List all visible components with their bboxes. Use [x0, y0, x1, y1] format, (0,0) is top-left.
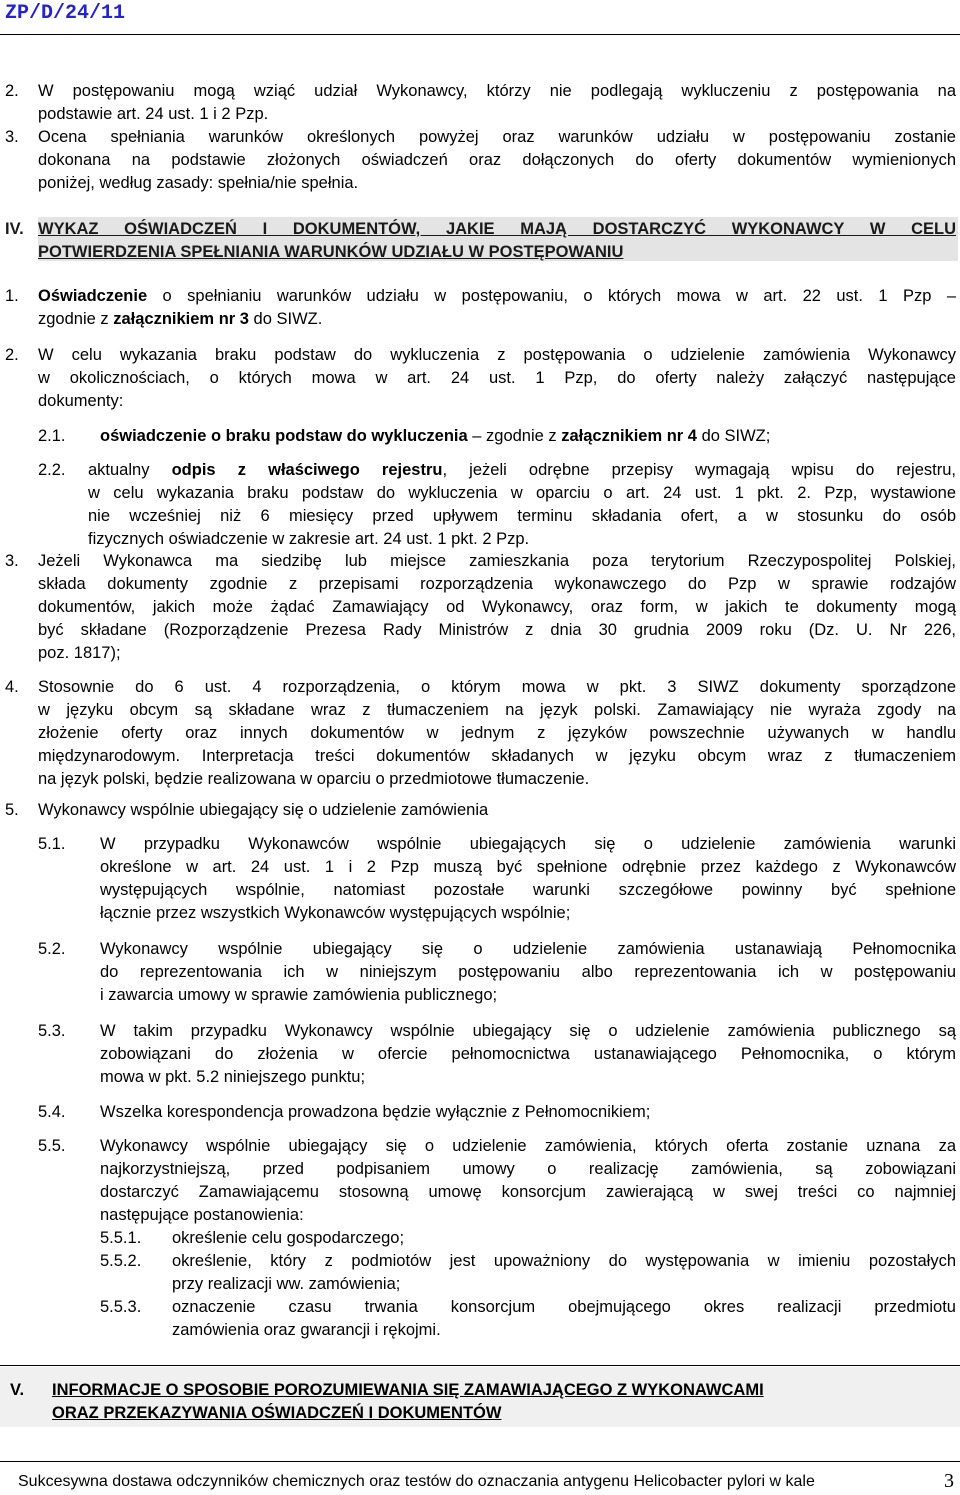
item-number: 2.1. [38, 427, 66, 445]
text-line: nie wcześniej niż 6 miesięcy przed upływem terminu składania ofert, a w stosunku do osób [88, 507, 956, 525]
text-line: w okolicznościach, o których mowa w art. 24 ust. 1 Pzp, do oferty należy załączyć następujące [38, 369, 956, 387]
text-line: fizycznych oświadczenie w zakresie art. 24 ust. 1 pkt. 2 Pzp. [88, 530, 530, 548]
paragraph-5-5-1: określenie celu gospodarczego; [172, 1229, 405, 1247]
paragraph-5-5 [100, 1135, 956, 1227]
text-line: być składane (Rozporządzenie Prezesa Rady Ministrów z dnia 30 grudnia 2009 roku (Dz. U. Nr 226, [38, 621, 956, 639]
item-number: 5.3. [38, 1022, 66, 1040]
text-line: w celu wykazania braku podstaw do wykluczenia w oparciu o art. 24 ust. 1 pkt. 2. Pzp, wystawione [88, 484, 956, 502]
section-number: V. [10, 1381, 25, 1399]
paragraph-2 [38, 80, 956, 126]
text-line: oznaczenie czasu trwania konsorcjum obejmującego okres realizacji przedmiotu [172, 1298, 956, 1316]
text-line [88, 459, 956, 482]
paragraph-5-4: Wszelka korespondencja prowadzona będzie wyłącznie z Pełnomocnikiem; [100, 1103, 651, 1121]
footer-divider [0, 1461, 960, 1462]
item-number: 5.5.1. [100, 1229, 142, 1247]
text-line: składa dokumenty zgodnie z przepisami rozporządzenia wykonawczego do Pzp w sprawie rodzajów [38, 575, 956, 593]
text-line: podstawie art. 24 ust. 1 i 2 Pzp. [38, 105, 269, 123]
text-line: na język polski, będzie realizowana w oparciu o przedmiotowe tłumaczenie. [38, 770, 590, 788]
text-line: złożenie oferty oraz innych dokumentów w jednym z języków powszechnie używanych w handlu [38, 724, 956, 742]
text-line: określenie, który z podmiotów jest upoważniony do występowania w imieniu pozostałych [172, 1252, 956, 1270]
item-number: 5.4. [38, 1103, 66, 1121]
footer-title: Sukcesywna dostawa odczynników chemicznych oraz testów do oznaczania antygenu Helicobacter pylori w kale [18, 1473, 815, 1490]
paragraph-5-5-3 [172, 1296, 956, 1342]
text-line: i zawarcia umowy w sprawie zamówienia publicznego; [100, 986, 498, 1004]
item-number: 5. [5, 801, 19, 819]
bold-text: odpis z właściwego rejestru [171, 461, 443, 479]
text-line [38, 308, 956, 331]
item-number: 5.5. [38, 1137, 66, 1155]
text-span: , jeżeli odrębne przepisy wymagają wpisu do rejestru, [442, 461, 956, 479]
text-line: łącznie przez wszystkich Wykonawców występujących wspólnie; [100, 904, 571, 922]
heading-line: ORAZ PRZEKAZYWANIA OŚWIADCZEŃ I DOKUMENTÓW [52, 1404, 502, 1422]
text-span: zgodnie z [38, 310, 114, 328]
text-line: W przypadku Wykonawców wspólnie ubiegających się o udzielenie zamówienia warunki [100, 835, 956, 853]
section-number: IV. [5, 220, 24, 238]
paragraph-5-2 [100, 938, 956, 1007]
text-line: Ocena spełniania warunków określonych powyżej oraz warunków udziału w postępowaniu zostanie [38, 128, 956, 146]
text-line: występujących wspólnie, natomiast pozostałe warunki szczegółowe powinny być spełnione [100, 881, 956, 899]
text-line: następujące postanowienia: [100, 1206, 304, 1224]
paragraph-iv-4 [38, 676, 956, 791]
text-line: zamówienia oraz gwarancji i rękojmi. [172, 1321, 441, 1339]
paragraph-iv-1 [38, 285, 956, 331]
heading-line: INFORMACJE O SPOSOBIE POROZUMIEWANIA SIĘ ZAMAWIAJĄCEGO Z WYKONAWCAMI [52, 1381, 764, 1399]
text-span: aktualny [88, 461, 172, 479]
header-divider [0, 34, 960, 35]
paragraph-3 [38, 126, 956, 195]
text-span: do SIWZ. [248, 310, 323, 328]
paragraph-iv-5: Wykonawcy wspólnie ubiegający się o udzielenie zamówienia [38, 801, 489, 819]
item-number: 2. [5, 346, 19, 364]
text-line: określone w art. 24 ust. 1 i 2 Pzp muszą być spełnione odrębnie przez każdego z Wykonawców [100, 858, 956, 876]
section-heading [52, 1379, 956, 1425]
text-line: W celu wykazania braku podstaw do wykluczenia z postępowania o udzielenie zamówienia Wykonawcy [38, 346, 956, 364]
text-line: dokonana na podstawie złożonych oświadczeń oraz dołączonych do oferty dokumentów wymienionych [38, 151, 956, 169]
item-number: 5.2. [38, 940, 66, 958]
item-number: 5.5.2. [100, 1252, 142, 1270]
bold-text: Oświadczenie [38, 287, 148, 305]
text-line: mowa w pkt. 5.2 niniejszego punktu; [100, 1068, 366, 1086]
text-span: o spełnianiu warunków udziału w postępowaniu, o których mowa w art. 22 ust. 1 Pzp – [147, 287, 956, 305]
text-line: poniżej, według zasady: spełnia/nie spełnia. [38, 174, 359, 192]
item-number: 4. [5, 678, 19, 696]
bold-text: załącznikiem nr 4 [561, 427, 697, 445]
paragraph-iv-3 [38, 550, 956, 665]
item-number: 2. [5, 82, 19, 100]
section-divider [0, 1365, 960, 1366]
text-line: W postępowaniu mogą wziąć udział Wykonawcy, którzy nie podlegają wykluczeniu z postępowania na [38, 82, 956, 100]
text-line: poz. 1817); [38, 644, 121, 662]
item-number: 1. [5, 287, 19, 305]
text-line: najkorzystniejszą, przed podpisaniem umowy o realizację zamówienia, są zobowiązani [100, 1160, 956, 1178]
text-line: międzynarodowym. Interpretacja treści dokumentów składanych w języku obcym wraz z tłumaczeniem [38, 747, 956, 765]
text-span: – zgodnie z [467, 427, 562, 445]
bold-text: załącznikiem nr 3 [113, 310, 249, 328]
text-line: Wykonawcy wspólnie ubiegający się o udzielenie zamówienia, których oferta zostanie uznana za [100, 1137, 956, 1155]
text-line: W takim przypadku Wykonawcy wspólnie ubiegający się o udzielenie zamówienia publicznego są [100, 1022, 956, 1040]
section-heading [38, 218, 956, 264]
text-line: do reprezentowania ich w niniejszym postępowaniu albo reprezentowania ich w postępowaniu [100, 963, 956, 981]
item-number: 3. [5, 552, 19, 570]
bold-text: oświadczenie o braku podstaw do wykluczenia [100, 427, 468, 445]
paragraph-5-5-2 [172, 1250, 956, 1296]
text-line: zobowiązani do złożenia w ofercie pełnomocnictwa ustanawiającego Pełnomocnika, o którym [100, 1045, 956, 1063]
item-number: 5.1. [38, 835, 66, 853]
heading-line: POTWIERDZENIA SPEŁNIANIA WARUNKÓW UDZIAŁU W POSTĘPOWANIU [38, 243, 624, 261]
document-code: ZP/D/24/11 [5, 2, 126, 25]
paragraph-5-1 [100, 833, 956, 925]
heading-line: WYKAZ OŚWIADCZEŃ I DOKUMENTÓW, JAKIE MAJĄ DOSTARCZYĆ WYKONAWCY W CELU [38, 220, 956, 238]
text-line: w języku obcym są składane wraz z tłumaczeniem na język polski. Zamawiający nie wyraża zgody na [38, 701, 956, 719]
paragraph-5-3 [100, 1020, 956, 1089]
text-line: Wykonawcy wspólnie ubiegający się o udzielenie zamówienia ustanawiają Pełnomocnika [100, 940, 956, 958]
paragraph-iv-2 [38, 344, 956, 413]
paragraph-2-2 [88, 459, 956, 551]
text-line: dokumenty: [38, 392, 124, 410]
paragraph-2-1 [100, 425, 956, 448]
text-line: Jeżeli Wykonawca ma siedzibę lub miejsce zamieszkania poza terytorium Rzeczypospolitej Polskiej, [38, 552, 956, 570]
text-line [38, 285, 956, 308]
text-span: do SIWZ; [696, 427, 771, 445]
text-line: dokumentów, jakich może żądać Zamawiający od Wykonawcy, oraz form, w jakich te dokumenty mogą [38, 598, 956, 616]
item-number: 5.5.3. [100, 1298, 142, 1316]
text-line: przy realizacji ww. zamówienia; [172, 1275, 401, 1293]
item-number: 2.2. [38, 461, 66, 479]
item-number: 3. [5, 128, 19, 146]
text-line: dostarczyć Zamawiającemu stosowną umowę konsorcjum zawierającą w swej treści co najmniej [100, 1183, 956, 1201]
text-line: Stosownie do 6 ust. 4 rozporządzenia, o którym mowa w pkt. 3 SIWZ dokumenty sporządzone [38, 678, 956, 696]
page-number: 3 [944, 1470, 954, 1492]
